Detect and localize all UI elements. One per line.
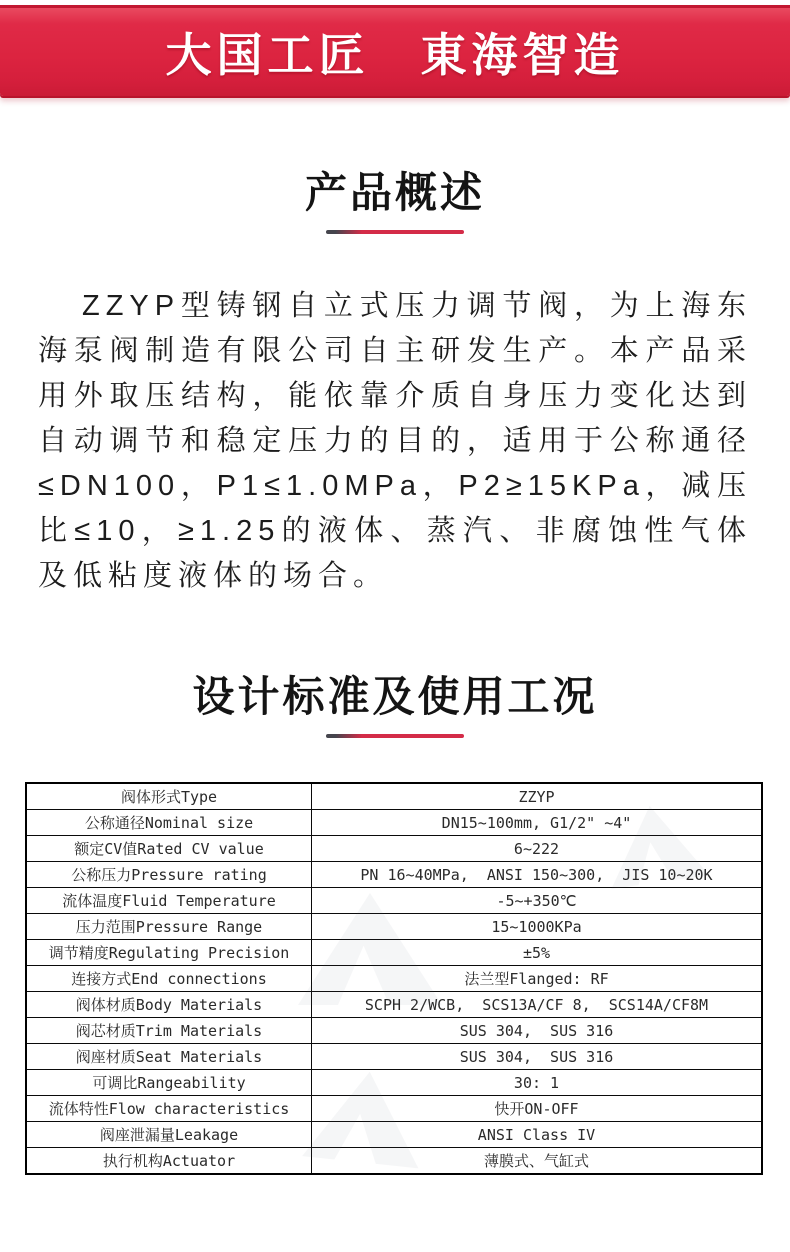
specs-heading-underline <box>326 734 464 738</box>
spec-table-row <box>26 966 762 992</box>
spec-table-row <box>26 1044 762 1070</box>
spec-label-cell: 执行机构Actuator <box>26 1148 312 1175</box>
spec-value-cell: 30: 1 <box>312 1070 763 1096</box>
spec-label-cell: 公称压力Pressure rating <box>26 862 312 888</box>
overview-section <box>0 169 790 599</box>
spec-table-row <box>26 862 762 888</box>
specs-heading: 设计标准及使用工况 <box>192 673 598 720</box>
spec-label-cell: 阀芯材质Trim Materials <box>26 1018 312 1044</box>
spec-value-cell: 快开ON-OFF <box>312 1096 763 1122</box>
spec-table <box>25 782 763 1175</box>
spec-table-row <box>26 1070 762 1096</box>
spec-value-cell: ZZYP <box>312 783 763 810</box>
spec-value-cell: 6~222 <box>312 836 763 862</box>
spec-label-cell: 流体特性Flow characteristics <box>26 1096 312 1122</box>
spec-value-cell: 15~1000KPa <box>312 914 763 940</box>
spec-label-cell: 阀座泄漏量Leakage <box>26 1122 312 1148</box>
spec-table-row <box>26 836 762 862</box>
spec-table-row <box>26 1096 762 1122</box>
top-banner <box>0 5 790 96</box>
spec-table-row <box>26 914 762 940</box>
spec-label-cell: 压力范围Pressure Range <box>26 914 312 940</box>
spec-label-cell: 调节精度Regulating Precision <box>26 940 312 966</box>
spec-value-cell: SUS 304, SUS 316 <box>312 1018 763 1044</box>
overview-heading: 产品概述 <box>304 169 485 216</box>
specs-section <box>0 673 790 1175</box>
spec-label-cell: 连接方式End connections <box>26 966 312 992</box>
spec-label-cell: 额定CV值Rated CV value <box>26 836 312 862</box>
spec-label-cell: 公称通径Nominal size <box>26 810 312 836</box>
spec-label-cell: 阀体材质Body Materials <box>26 992 312 1018</box>
spec-table-row <box>26 783 762 810</box>
spec-value-cell: ±5% <box>312 940 763 966</box>
overview-heading-underline <box>326 230 464 234</box>
spec-table-row <box>26 1148 762 1175</box>
spec-value-cell: SUS 304, SUS 316 <box>312 1044 763 1070</box>
overview-paragraph: ZZYP型铸钢自立式压力调节阀，为上海东海泵阀制造有限公司自主研发生产。本产品采用外取压结构，能依靠介质自身压力变化达到自动调节和稳定压力的目的，适用于公称通径≤DN100，P1≤1.0MPa，P2≥15KPa，减压比≤10，≥1.25的液体、蒸汽、非腐蚀性气体及低粘度液体的场合。 <box>38 290 752 592</box>
spec-value-cell: ANSI Class IV <box>312 1122 763 1148</box>
spec-value-cell: 法兰型Flanged: RF <box>312 966 763 992</box>
spec-table-row <box>26 888 762 914</box>
spec-value-cell: DN15~100mm, G1/2" ~4" <box>312 810 763 836</box>
spec-table-body <box>26 783 762 1174</box>
spec-label-cell: 阀体形式Type <box>26 783 312 810</box>
spec-label-cell: 流体温度Fluid Temperature <box>26 888 312 914</box>
spec-value-cell: SCPH 2/WCB, SCS13A/CF 8, SCS14A/CF8M <box>312 992 763 1018</box>
spec-table-row <box>26 992 762 1018</box>
spec-label-cell: 阀座材质Seat Materials <box>26 1044 312 1070</box>
spec-value-cell: 薄膜式、气缸式 <box>312 1148 763 1175</box>
spec-table-row <box>26 810 762 836</box>
spec-table-row <box>26 1018 762 1044</box>
banner-slogan-text: 大国工匠 東海智造 <box>165 29 625 81</box>
spec-value-cell: -5~+350℃ <box>312 888 763 914</box>
spec-value-cell: PN 16~40MPa, ANSI 150~300, JIS 10~20K <box>312 862 763 888</box>
spec-table-row <box>26 940 762 966</box>
spec-table-row <box>26 1122 762 1148</box>
spec-label-cell: 可调比Rangeability <box>26 1070 312 1096</box>
